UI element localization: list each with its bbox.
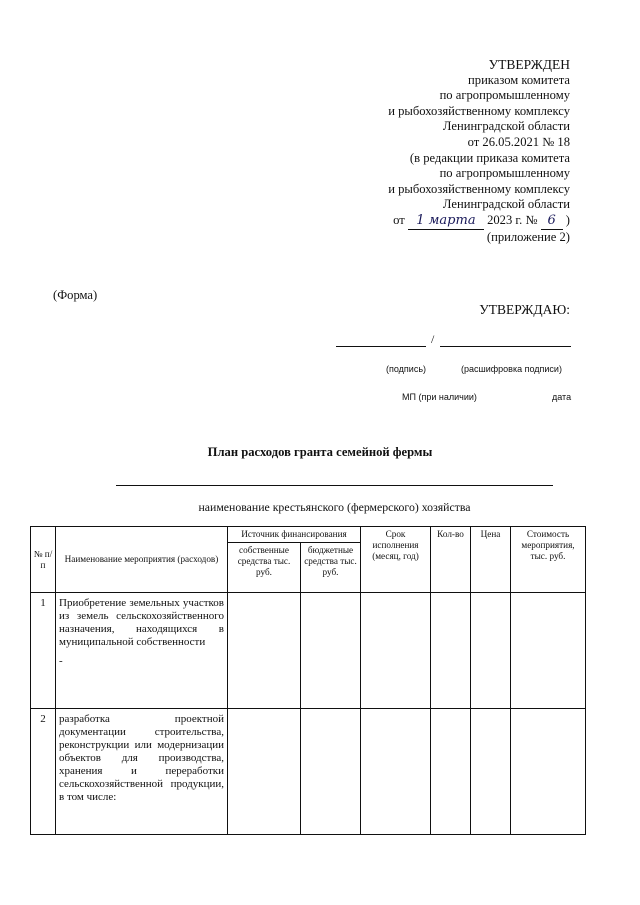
farm-name-line <box>116 485 553 486</box>
cell-own-funds <box>228 709 301 835</box>
date-year: 2023 г. № <box>487 212 538 227</box>
cell-budget-funds <box>301 709 361 835</box>
signature-line <box>336 346 426 347</box>
cell-cost <box>511 593 586 709</box>
header-cost: Стоимость мероприятия, тыс. руб. <box>511 527 586 593</box>
header-funding-group: Источник финансирования <box>228 527 361 543</box>
cell-term <box>361 709 431 835</box>
cell-qty <box>431 709 471 835</box>
farm-caption: наименование крестьянского (фермерского) хозяйства <box>198 500 471 514</box>
cell-price <box>471 593 511 709</box>
signature-caption: (подпись) <box>386 364 427 374</box>
cell-cost <box>511 709 586 835</box>
header-budget-funds: бюджетные средства тыс. руб. <box>301 543 361 593</box>
handwritten-number: 6 <box>541 213 563 230</box>
appendix-label: (приложение 2) <box>486 229 570 244</box>
approval-title: УТВЕРЖДЕН <box>488 57 570 72</box>
approval-line: и рыбохозяйственному комплексу <box>388 181 570 196</box>
seal-caption: МП (при наличии) <box>402 392 477 402</box>
date-caption: дата <box>552 392 572 402</box>
row-name-cell <box>56 593 228 709</box>
header-term: Срок исполнения (месяц, год) <box>361 527 431 593</box>
approval-line: и рыбохозяйственному комплексу <box>388 103 570 118</box>
row-extra: - <box>59 655 63 667</box>
approval-line: по агропромышленному <box>439 166 570 181</box>
decode-caption: (расшифровка подписи) <box>461 364 562 374</box>
cell-own-funds <box>228 593 301 709</box>
header-own-funds: собственные средства тыс. руб. <box>228 543 301 593</box>
date-close: ) <box>565 212 570 227</box>
form-label: (Форма) <box>53 288 98 302</box>
header-num: № п/п <box>31 527 56 593</box>
signature-decode-line <box>440 346 571 347</box>
header-name: Наименование мероприятия (расходов) <box>56 527 228 593</box>
approval-line: Ленинградской области <box>442 119 570 134</box>
row-num: 1 <box>31 593 56 709</box>
document-title: План расходов гранта семейной фермы <box>207 445 433 459</box>
signature-slash: / <box>431 332 435 346</box>
row-name: разработка проектной документации строительства, реконструкции или модернизации объектов для производства, хранения и переработки сельскохозяйственной продукции, в том числе: <box>56 709 228 835</box>
header-qty: Кол-во <box>431 527 471 593</box>
table-row <box>31 593 586 709</box>
cell-term <box>361 593 431 709</box>
header-price: Цена <box>471 527 511 593</box>
amendment-date-line <box>270 213 570 230</box>
cell-qty <box>431 593 471 709</box>
approve-heading: УТВЕРЖДАЮ: <box>479 302 570 317</box>
cell-budget-funds <box>301 593 361 709</box>
approval-line: (в редакции приказа комитета <box>409 150 570 165</box>
cell-price <box>471 709 511 835</box>
row-num: 2 <box>31 709 56 835</box>
handwritten-date: 1 марта <box>408 213 484 230</box>
approval-block <box>270 57 570 245</box>
expense-plan-table <box>30 526 586 835</box>
approval-line: Ленинградской области <box>442 197 570 212</box>
approval-line: по агропромышленному <box>439 88 570 103</box>
row-name: Приобретение земельных участков из земель сельскохозяйственного назначения, находящихся в муниципальной собственности <box>59 597 224 648</box>
approval-line: от 26.05.2021 № 18 <box>467 134 570 149</box>
date-prefix: от <box>393 212 405 227</box>
table-row <box>31 709 586 835</box>
approval-line: приказом комитета <box>468 72 570 87</box>
